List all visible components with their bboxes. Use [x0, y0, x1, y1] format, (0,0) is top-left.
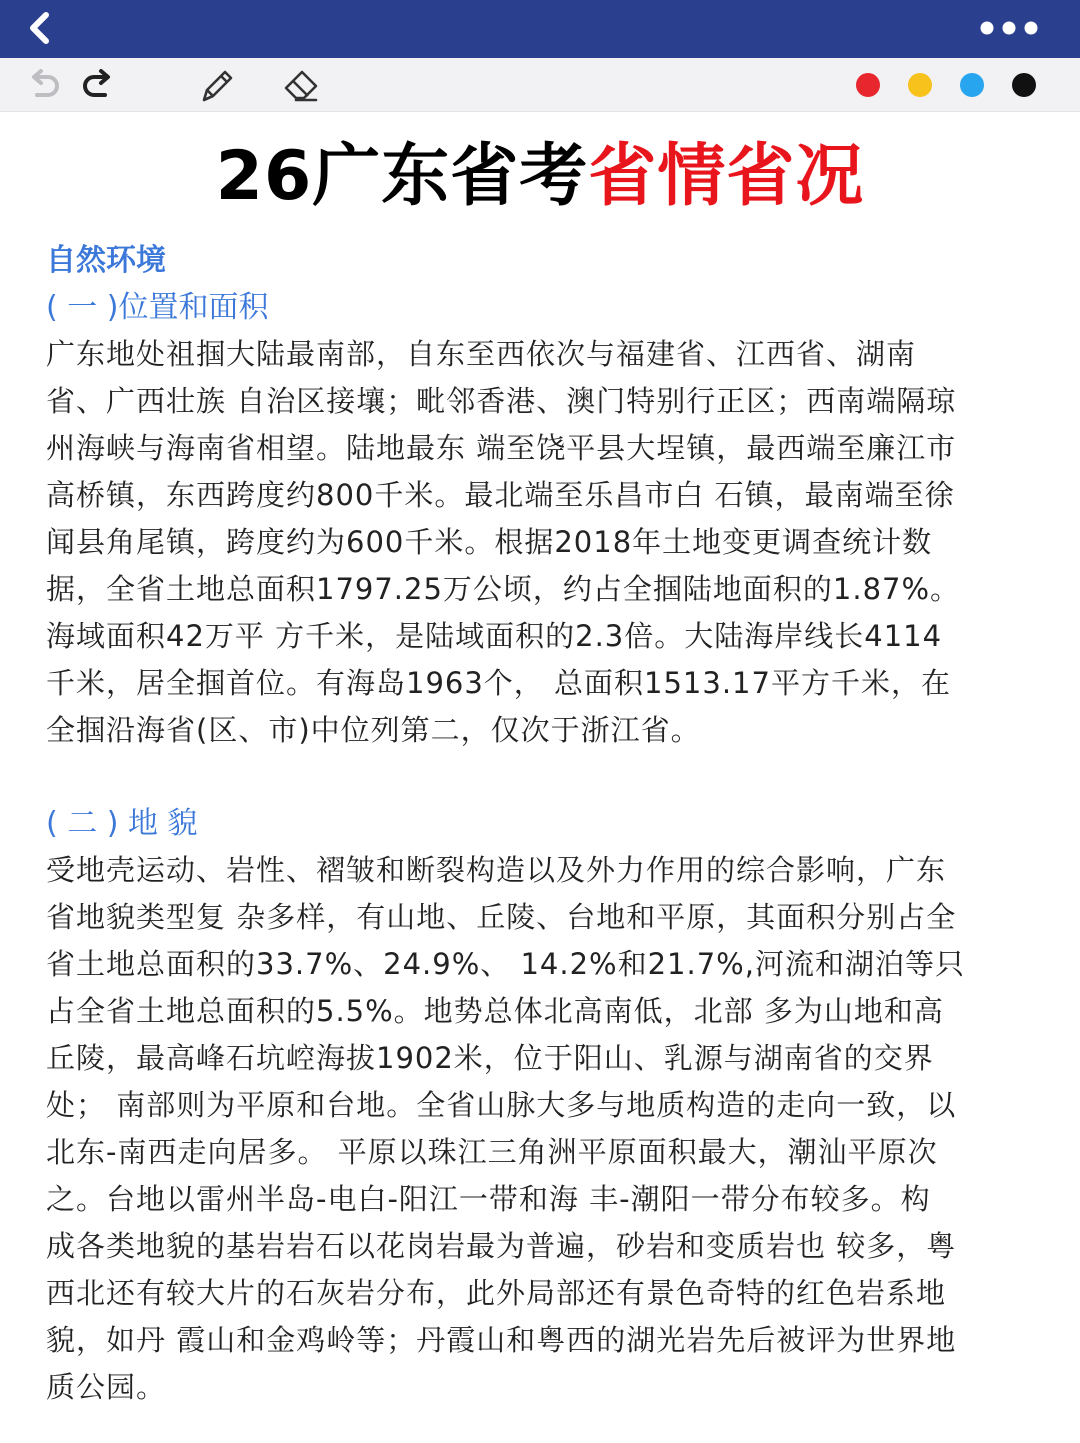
- part1-line: 全掴沿海省(区、市)中位列第二，仅次于浙江省。: [46, 713, 701, 747]
- part1-line: 千米，居全掴首位。有海岛1963个， 总面积1513.17平方千米，在: [46, 666, 951, 700]
- part2-line: 北东-南西走向居多。 平原以珠江三角洲平原面积最大，潮汕平原次: [46, 1135, 938, 1169]
- chevron-left-icon: [22, 10, 58, 46]
- pencil-tool[interactable]: [198, 66, 236, 104]
- part2-line: 成各类地貌的基岩岩石以花岗岩最为普遍，砂岩和变质岩也 较多，粤: [46, 1229, 957, 1263]
- undo-button[interactable]: [24, 66, 62, 104]
- eraser-icon: [282, 66, 320, 104]
- pencil-icon: [198, 66, 236, 104]
- part2-line: 之。台地以雷州半岛-电白-阳江一带和海 丰-潮阳一带分布较多。构: [46, 1182, 931, 1216]
- part2-line: 省地貌类型复 杂多样，有山地、丘陵、台地和平原，其面积分别占全: [46, 900, 957, 934]
- color-swatch-blue[interactable]: [960, 73, 984, 97]
- redo-button[interactable]: [80, 66, 118, 104]
- undo-icon: [24, 66, 62, 104]
- part1-line: 高桥镇，东西跨度约800千米。最北端至乐昌市白 石镇，最南端至徐: [46, 478, 955, 512]
- eraser-tool[interactable]: [282, 66, 320, 104]
- title-main: 26广东省考: [215, 137, 589, 216]
- redo-icon: [80, 66, 118, 104]
- part1-line: 据，全省土地总面积1797.25万公顷，约占全掴陆地面积的1.87%。: [46, 572, 961, 606]
- part1-paragraph: [46, 331, 1036, 754]
- top-nav-bar: [0, 0, 1080, 58]
- part2-line: 省土地总面积的33.7%、24.9%、 14.2%和21.7%,河流和湖泊等只: [46, 947, 965, 981]
- part2-line: 质公园。: [46, 1370, 167, 1404]
- part1-line: 州海峡与海南省相望。陆地最东 端至饶平县大埕镇，最西端至廉江市: [46, 431, 957, 465]
- part1-line: 闻县角尾镇，跨度约为600千米。根据2018年土地变更调查统计数: [46, 525, 933, 559]
- page-title: [0, 132, 1080, 222]
- part1-line: 省、广西壮族 自治区接壤；毗邻香港、澳门特别行正区；西南端隔琼: [46, 384, 957, 418]
- part2-line: 受地壳运动、岩性、褶皱和断裂构造以及外力作用的综合影响，广东: [46, 853, 947, 887]
- part2-paragraph: [46, 847, 1036, 1411]
- part2-heading: ( 二 ) 地 貌: [46, 806, 198, 841]
- color-swatch-red[interactable]: [856, 73, 880, 97]
- part2-line: 貌，如丹 霞山和金鸡岭等；丹霞山和粤西的湖光岩先后被评为世界地: [46, 1323, 957, 1357]
- article-body: [46, 238, 1036, 1411]
- part2-line: 西北还有较大片的石灰岩分布，此外局部还有景色奇特的红色岩系地: [46, 1276, 947, 1310]
- title-highlight: 省情省况: [588, 137, 865, 216]
- color-swatch-yellow[interactable]: [908, 73, 932, 97]
- part2-line: 占全省土地总面积的5.5%。地势总体北高南低，北部 多为山地和高: [46, 994, 944, 1028]
- color-swatch-black[interactable]: [1012, 73, 1036, 97]
- back-button[interactable]: [22, 10, 58, 46]
- section-title: 自然环境: [46, 243, 166, 278]
- more-horizontal-icon: [978, 18, 1040, 38]
- part2-line: 处； 南部则为平原和台地。全省山脉大多与地质构造的走向一致，以: [46, 1088, 957, 1122]
- part1-heading: ( 一 )位置和面积: [46, 290, 269, 325]
- paragraph-gap: [46, 754, 1036, 800]
- part1-line: 海域面积42万平 方千米，是陆域面积的2.3倍。大陆海岸线长4114: [46, 619, 943, 653]
- part2-line: 丘陵，最高峰石坑崆海拔1902米，位于阳山、乳源与湖南省的交界: [46, 1041, 934, 1075]
- part1-line: 广东地处祖掴大陆最南部，自东至西依次与福建省、江西省、湖南: [46, 337, 917, 371]
- more-button[interactable]: [978, 18, 1040, 38]
